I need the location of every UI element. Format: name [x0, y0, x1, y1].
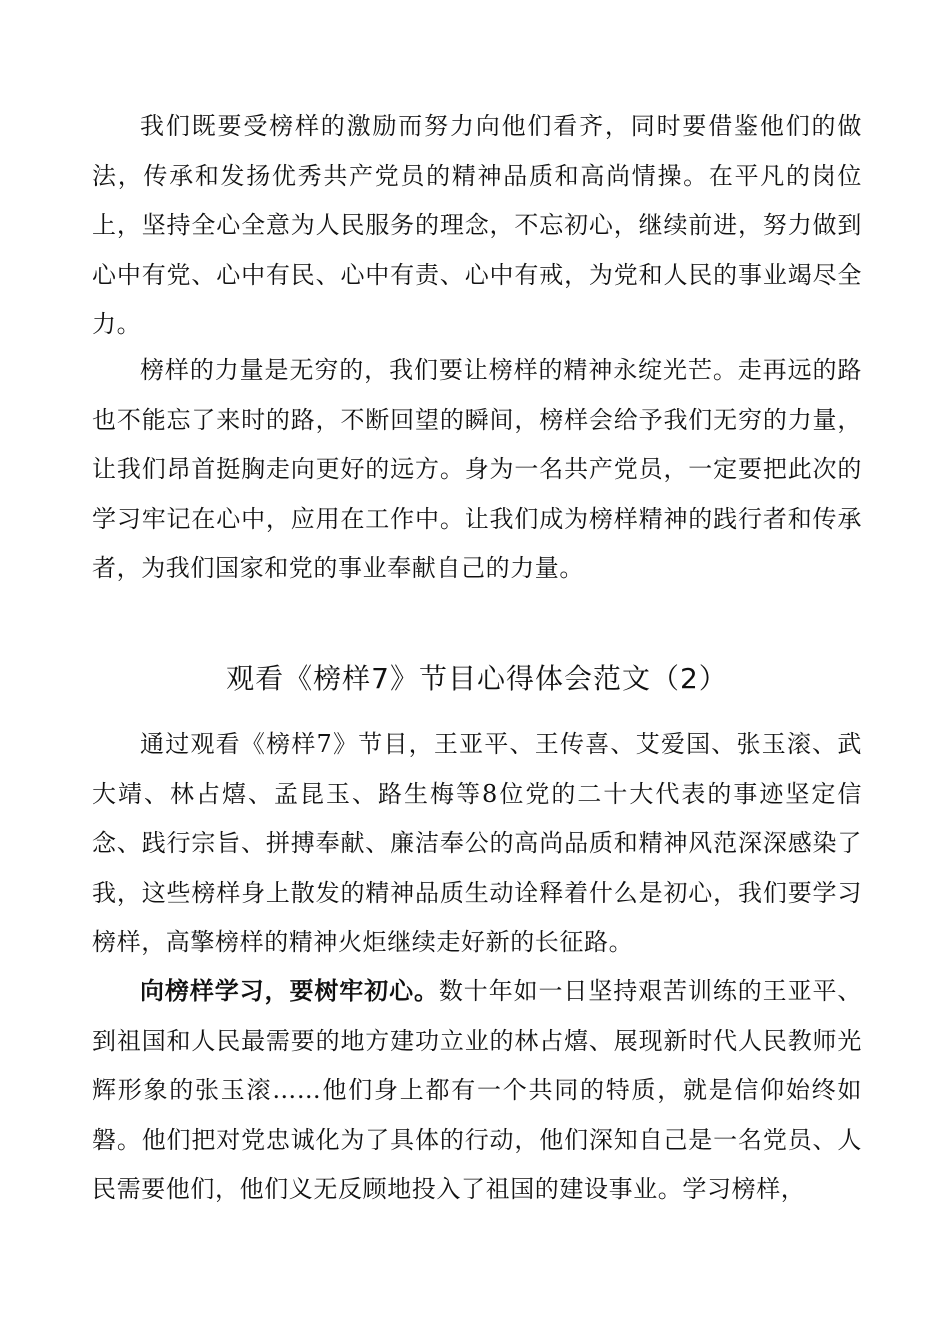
paragraph-power-of-role-models: 榜样的力量是无穷的，我们要让榜样的精神永绽光芒。走再远的路也不能忘了来时的路，不断回望的瞬间，榜样会给予我们无穷的力量，让我们昂首挺胸走向更好的远方。身为一名共产党员，一定要把此次的学习牢记在心中，应用在工作中。让我们成为榜样精神的践行者和传承者，为我们国家和党的事业奉献自己的力量。	[92, 356, 862, 582]
paragraph-emulate-role-models: 我们既要受榜样的激励而努力向他们看齐，同时要借鉴他们的做法，传承和发扬优秀共产党员的精神品质和高尚情操。在平凡的岗位上，坚持全心全意为人民服务的理念，不忘初心，继续前进，努力做到心中有党、心中有民、心中有责、心中有戒，为党和人民的事业竭尽全力。	[92, 112, 862, 338]
paragraph-watching-program: 通过观看《榜样7》节目，王亚平、王传喜、艾爱国、张玉滚、武大靖、林占熺、孟昆玉、路生梅等8位党的二十大代表的事迹坚定信念、践行宗旨、拼搏奉献、廉洁奉公的高尚品质和精神风范深深感染了我，这些榜样身上散发的精神品质生动诠释着什么是初心，我们要学习榜样，高擎榜样的精神火炬继续走好新的长征路。	[92, 730, 862, 956]
paragraph-body: 数十年如一日坚持艰苦训练的王亚平、到祖国和人民最需要的地方建功立业的林占熺、展现新时代人民教师光辉形象的张玉滚……他们身上都有一个共同的特质，就是信仰始终如磐。他们把对党忠诚化为了具体的行动，他们深知自己是一名党员、人民需要他们，他们义无反顾地投入了祖国的建设事业。学习榜样，	[92, 977, 862, 1203]
paragraph-firm-original-aspiration	[92, 966, 862, 1215]
paragraph-lead-bold: 向榜样学习，要树牢初心。	[140, 976, 439, 1005]
section-heading: 观看《榜样7》节目心得体会范文（2）	[226, 662, 728, 695]
